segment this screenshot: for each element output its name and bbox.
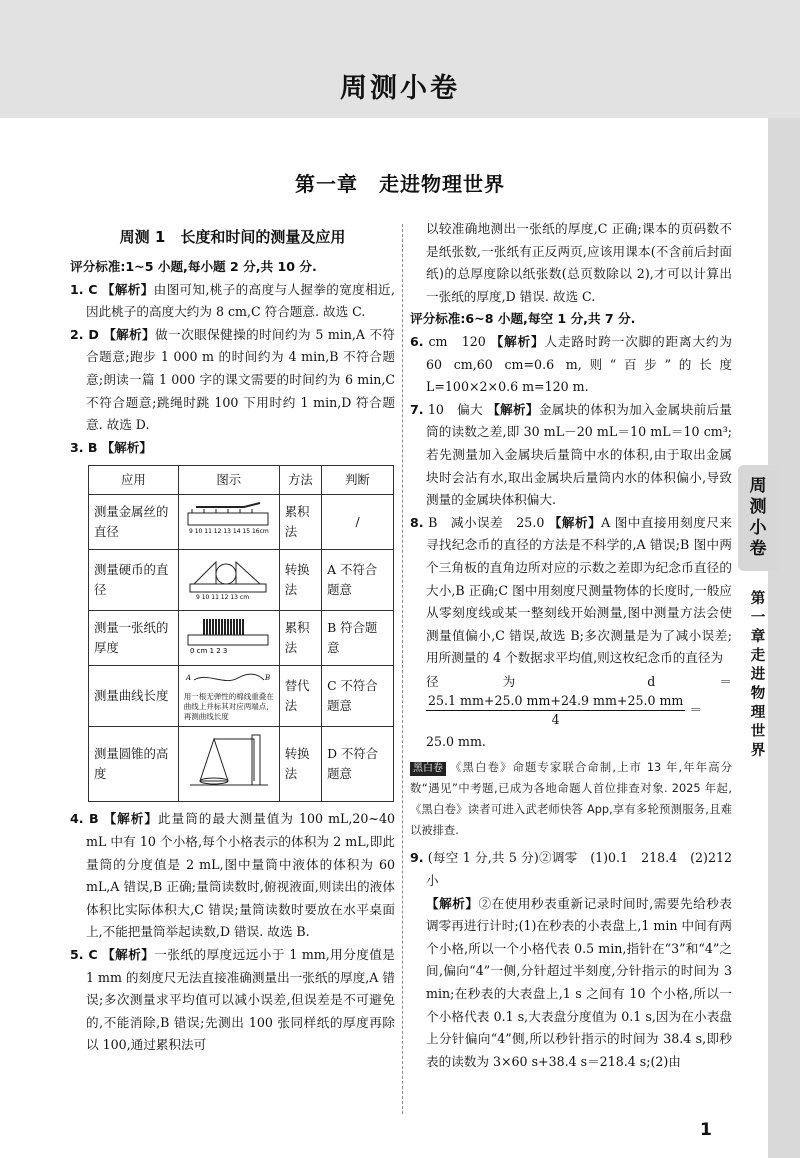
ruler-shape <box>188 513 268 525</box>
scoring-note-1 <box>70 256 395 279</box>
pencil-shape <box>196 503 260 507</box>
q-text: 做一次眼保健操的时间约为 5 min,A 不符合题意;跑步 1 000 m 的时间约为 4 min,B 不符合题意;朗读一篇 1 000 字的课文需要的时间约为 6 min,C 不符合题意;跳绳时跳 100 下用时约 1 min,D 符合题意. 故选 D. <box>86 326 395 433</box>
q-text: 金属块的体积为加入金属块前后量筒的读数之差,即 30 mL－20 mL＝10 mL＝10 cm³;若先测量加入金属块后量筒中水的体积,由于取出金属块时会沾有水,取出金属块后量筒内水的体积偏小,导致测量的金属块体积偏大. <box>426 401 732 508</box>
banner-title: 周测小卷 <box>340 73 460 104</box>
table-header: 图示 <box>178 466 279 495</box>
table-row <box>89 495 394 550</box>
q-text: ②在使用秒表重新记录时间时,需要先给秒表调零再进行计时;(1)在秒表的小表盘上,1 min 中间有两个小格,所以一个小格代表 0.5 min,指针在“3”和“4”之间,偏向“4”一侧,分针超过半刻度,分针指示的时间为 3 min;在秒表的大表盘上,1 s 之间有 10 个小格,所以一个小格代表 0.1 s,大表盘分度值为 0.1 s,因为在小表盘上分针偏向“4”侧,所以秒针指示的时间为 38.4 s,即秒表的读数为 3×60 s+38.4 s＝218.4 s;(2)由 <box>426 895 732 1069</box>
q-answer: cm 120 <box>428 333 486 349</box>
question-3 <box>70 437 395 460</box>
question-5-continued: 以较准确地测出一张纸的厚度,C 正确;课本的页码数不是纸张数,一张纸有正反两页,应该用课本(不含前后封面纸)的总厚度除以纸张数(总页数除以 2),才可以计算出一张纸的厚度,D 错误. 故选 C. <box>426 221 732 304</box>
scoring-text: 评分标准:1~5 小题,每小题 2 分,共 10 分. <box>70 259 317 274</box>
q-number: 2. D <box>70 326 99 342</box>
question-6 <box>410 331 732 399</box>
curve-line <box>194 674 264 681</box>
q-answer: 10 偏大 <box>427 401 483 417</box>
q-number: 3. B <box>70 439 98 455</box>
scoring-text: 评分标准:6~8 小题,每空 1 分,共 7 分. <box>410 311 636 327</box>
table-header-row <box>89 466 394 495</box>
scoring-note-2 <box>410 308 732 331</box>
cell-method: 累积法 <box>279 611 321 666</box>
cell-method: 累积法 <box>279 495 321 550</box>
cell-judge: A 不符合题意 <box>322 550 394 611</box>
analysis-tag: 【解析】 <box>490 333 545 349</box>
cell-judge: B 符合题意 <box>322 611 394 666</box>
ruler-labels: 9 10 11 12 13 14 15 16cm <box>188 528 269 536</box>
table-row <box>89 550 394 611</box>
promo-note <box>410 755 732 843</box>
analysis-tag: 【解析】 <box>103 811 158 827</box>
cell-judge: / <box>322 495 394 550</box>
q-text: A 图中直接用刻度尺来寻找纪念币的直径的方法是不科学的,A 错误;B 图中两个三角板的直角边所对应的示数之差即为纪念币直径的大小,B 正确;C 图中用刻度尺测量物体的长度时,一般应从零刻度线或某一整刻线开始测量,图中测量方法会使测量值偏小,C 错误,故选 B;多次测量是为了减小误差;用所测量的 4 个数据求平均值,则这枚纪念币的直径为 <box>426 514 732 666</box>
cone-figure <box>184 731 272 791</box>
side-chapter-text: 第一章 走进物理世界 <box>750 591 780 759</box>
column-divider <box>402 224 403 1114</box>
ruler-ticks <box>192 509 252 513</box>
question-7 <box>410 399 732 512</box>
analysis-tag: 【解析】 <box>101 281 154 297</box>
ruler-labels: 9 10 11 12 13 cm <box>195 594 249 601</box>
analysis-tag: 【解析】 <box>101 439 152 455</box>
question-8 <box>410 512 732 670</box>
cell-app: 测量曲线长度 <box>89 666 179 727</box>
ruler-shape <box>188 635 268 645</box>
formula-denominator: 4 <box>551 711 560 727</box>
curve-figure <box>184 670 272 686</box>
cell-method: 替代法 <box>279 666 321 727</box>
question-9 <box>410 847 745 892</box>
paper-stack-figure <box>184 615 272 655</box>
q-number: 1. C <box>70 281 98 297</box>
cell-figure <box>178 550 279 611</box>
q-number: 4. B <box>70 811 99 827</box>
triangle-right <box>236 562 260 584</box>
table-header: 方法 <box>279 466 321 495</box>
wire-ruler-figure <box>184 499 272 539</box>
section-title: 周测 1 长度和时间的测量及应用 <box>119 228 346 246</box>
table-row <box>89 666 394 727</box>
analysis-tag: 【解析】 <box>548 514 602 530</box>
analysis-tag: 【解析】 <box>426 895 479 911</box>
cell-app: 测量圆锥的高度 <box>89 727 179 802</box>
brand-badge: 黑白卷 <box>410 762 446 776</box>
analysis-tag: 【解析】 <box>487 401 539 417</box>
diameter-formula <box>410 672 732 729</box>
cell-judge: C 不符合题意 <box>322 666 394 727</box>
question-5 <box>70 944 395 1057</box>
formula-equals: ＝ <box>689 701 702 717</box>
table-row <box>89 727 394 802</box>
promo-text: 《黑白卷》命题专家联合命制,上市 13 年,年年高分数“遇见”中考题,已成为各地命题人首位排查对象. 2025 年起,《黑白卷》读者可进入武老师快答 App,享有多轮预测服务,且难以被排查. <box>410 761 732 838</box>
q-number: 6. <box>410 333 424 349</box>
curve-label-b: B <box>264 674 270 683</box>
cell-app: 测量一张纸的厚度 <box>89 611 179 666</box>
side-tab-label <box>740 476 776 560</box>
cell-figure <box>178 666 279 727</box>
table-row <box>89 611 394 666</box>
chapter-title: 第一章 走进物理世界 <box>295 172 505 196</box>
set-square <box>214 739 254 781</box>
right-column <box>410 218 745 1073</box>
curve-label-a: A <box>185 674 191 683</box>
q-number: 5. C <box>70 946 98 962</box>
page-number: 1 <box>700 1120 712 1140</box>
cell-method: 转换法 <box>279 727 321 802</box>
side-chapter-label <box>740 590 780 761</box>
ruler-shape <box>190 584 266 592</box>
table-header: 应用 <box>89 466 179 495</box>
question-1 <box>70 279 395 324</box>
question-2 <box>70 324 395 437</box>
cone-shape <box>200 739 228 781</box>
q-number: 9. <box>410 850 424 866</box>
formula-fraction <box>426 692 685 729</box>
paper-stack <box>204 619 243 635</box>
analysis-tag: 【解析】 <box>102 946 155 962</box>
cell-judge: D 不符合题意 <box>322 727 394 802</box>
cell-app: 测量硬币的直径 <box>89 550 179 611</box>
q-answer: (每空 1 分,共 5 分)②调零 (1)0.1 218.4 (2)212 小 <box>426 850 745 889</box>
formula-numerator: 25.1 mm+25.0 mm+24.9 mm+25.0 mm <box>426 692 685 711</box>
ruler-shape <box>252 735 260 785</box>
cell-method: 转换法 <box>279 550 321 611</box>
formula-lead: 径为 d＝ <box>426 673 732 689</box>
curve-caption: 用一根无弹性的棉线重叠在曲线上并标其对应两端点，再测曲线长度 <box>183 692 274 722</box>
table-header: 判断 <box>322 466 394 495</box>
cell-figure <box>178 611 279 666</box>
q-text: 一张纸的厚度远远小于 1 mm,用分度值是 1 mm 的刻度尺无法直接准确测量出一张纸的厚度,A 错误;多次测量求平均值可以减小误差,但误差是不可避免的,不能消除,B 错误;先测出 100 张同样纸的厚度再除以 100,通过累积法可 <box>86 946 395 1053</box>
left-column <box>70 224 395 1057</box>
question-9-analysis <box>410 893 732 1074</box>
q-number: 8. <box>410 514 424 530</box>
triangle-left <box>194 562 216 584</box>
analysis-tag: 【解析】 <box>103 326 156 342</box>
coin-ruler-figure <box>184 554 272 600</box>
formula-result: 25.0 mm. <box>426 733 486 749</box>
ruler-labels: 0 cm 1 2 3 <box>189 647 228 656</box>
question-4 <box>70 808 395 944</box>
q-text: 此量筒的最大测量值为 100 mL,20~40 mL 中有 10 个小格,每个小格表示的体积为 2 mL,即此量筒的分度值是 2 mL,图中量筒中液体的体积为 60 mL,A 错误,B 正确;量筒读数时,俯视液面,则读出的液体体积比实际体积大,C 错误;量筒读数时要放在水平桌面上,不能把量筒举起读数,D 错误. 故选 B. <box>86 811 395 940</box>
cell-app: 测量金属丝的直径 <box>89 495 179 550</box>
measurement-table <box>88 465 394 802</box>
side-tab-text: 周测小卷 <box>749 476 767 559</box>
q-number: 7. <box>410 401 424 417</box>
q-text: 人走路时跨一次脚的距离大约为 60 cm,60 cm=0.6 m,则“百步”的长度 L=100×2×0.6 m=120 m. <box>426 333 733 395</box>
q-text: 由图可知,桃子的高度与人握拳的宽度相近,因此桃子的高度大约为 8 cm,C 符合题意. 故选 C. <box>86 281 395 320</box>
cell-figure <box>178 495 279 550</box>
q-answer: B 减小误差 25.0 <box>428 514 545 530</box>
cell-figure <box>178 727 279 802</box>
coin-shape <box>216 564 236 584</box>
